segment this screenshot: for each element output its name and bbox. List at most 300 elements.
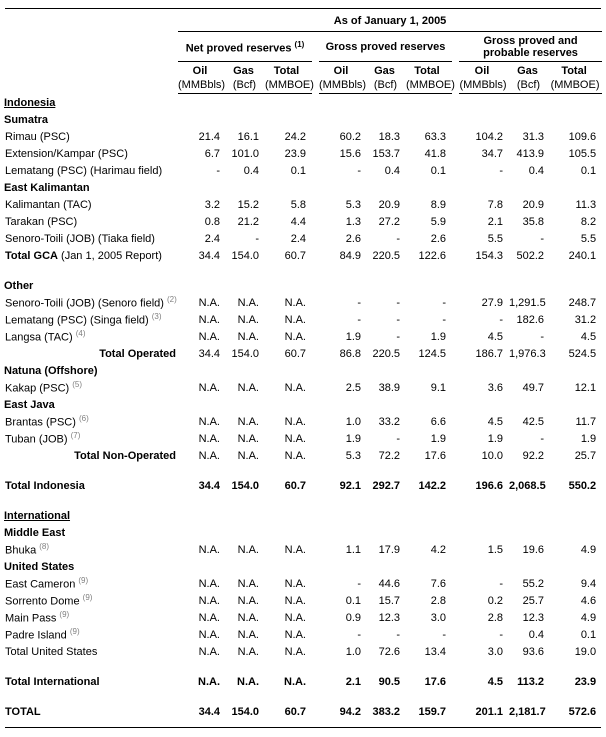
unit-gas: (Bcf) [367, 77, 406, 94]
footnote-ref: (2) [167, 295, 177, 305]
value-cell: N.A. [284, 296, 306, 309]
value-cell: 2.5 [345, 381, 361, 394]
value-cell: N.A. [198, 381, 220, 394]
title-row [4, 9, 602, 32]
value-cell: N.A. [198, 611, 220, 624]
row-label [4, 524, 602, 541]
value-cell: 60.7 [284, 479, 306, 492]
value-cell: N.A. [284, 449, 306, 462]
value-cell: N.A. [198, 675, 220, 688]
value-cell: 101.0 [231, 147, 259, 160]
row-label: Bhuka $^{(8)}$ [5, 542, 50, 557]
group-gap [312, 213, 319, 230]
value-cell: 0.1 [430, 164, 446, 177]
table-row [4, 464, 602, 477]
value-cell: 113.2 [517, 675, 544, 688]
table-row [4, 626, 602, 643]
table-row [4, 294, 602, 311]
value-cell: 292.7 [372, 479, 400, 492]
value-cell: - [499, 628, 503, 641]
value-cell: N.A. [284, 543, 306, 556]
value-cell: 34.4 [198, 347, 220, 360]
table-row [4, 575, 602, 592]
value-cell: N.A. [284, 645, 306, 658]
value-cell: 0.4 [528, 164, 544, 177]
col-header-oil: Oil [333, 65, 349, 77]
value-cell: 1.9 [430, 330, 446, 343]
value-cell: 6.7 [204, 147, 220, 160]
value-cell: 1.5 [487, 543, 503, 556]
group-gap [312, 328, 319, 345]
spacer-row [4, 690, 602, 703]
group-gap [452, 62, 459, 77]
row-label-text: East Java [4, 398, 55, 411]
group-gap [312, 145, 319, 162]
row-label: Brantas (PSC) $^{(6)}$ [5, 414, 89, 429]
value-cell: 23.9 [574, 675, 597, 688]
table-row [4, 690, 602, 703]
row-label: TOTAL [5, 705, 41, 718]
col-header-total: Total [414, 65, 440, 77]
table-row [4, 277, 602, 294]
value-cell: 220.5 [372, 347, 400, 360]
group-gap [312, 162, 319, 179]
value-cell: 154.0 [231, 705, 259, 718]
group-gap [452, 196, 459, 213]
value-cell: 12.3 [522, 611, 544, 624]
value-cell: - [396, 628, 400, 641]
group-gap [312, 32, 319, 62]
table-row [4, 230, 602, 247]
value-cell: 2,068.5 [509, 479, 546, 492]
value-cell: 383.2 [372, 705, 400, 718]
table-row [4, 643, 602, 660]
row-label: Total International [5, 675, 100, 688]
value-cell: N.A. [237, 313, 259, 326]
spacer-row [4, 464, 602, 477]
row-label: Senoro-Toili (JOB) (Tiaka field) [5, 232, 155, 245]
value-cell: 572.6 [568, 705, 597, 718]
table-row [4, 396, 602, 413]
value-cell: 3.0 [487, 645, 503, 658]
row-label: Tuban (JOB) $^{(7)}$ [5, 431, 81, 446]
row-label: Langsa (TAC) $^{(4)}$ [5, 329, 86, 344]
value-cell: 5.5 [487, 232, 503, 245]
reserves-table-body [4, 94, 602, 720]
value-cell: N.A. [284, 415, 306, 428]
value-cell: N.A. [284, 432, 306, 445]
value-cell: 33.2 [378, 415, 400, 428]
value-cell: N.A. [237, 628, 259, 641]
row-label-text: International [4, 509, 71, 522]
value-cell: 27.2 [378, 215, 400, 228]
group-label: Gross proved reserves [325, 41, 446, 53]
group-gap [312, 128, 319, 145]
value-cell: 44.6 [378, 577, 400, 590]
value-cell: - [442, 313, 446, 326]
value-cell: 4.6 [580, 594, 597, 607]
value-cell: 60.7 [284, 249, 306, 262]
value-cell: 1,976.3 [509, 347, 546, 360]
value-cell: 7.8 [487, 198, 503, 211]
value-cell: 12.3 [378, 611, 400, 624]
title-row-empty [4, 9, 178, 32]
row-label [4, 277, 602, 294]
value-cell: N.A. [237, 381, 259, 394]
table-row [4, 447, 602, 464]
value-cell: 4.5 [487, 415, 503, 428]
value-cell: 1.0 [345, 415, 361, 428]
value-cell: N.A. [284, 628, 306, 641]
value-cell: 4.2 [430, 543, 446, 556]
value-cell: 15.2 [237, 198, 259, 211]
value-cell: 1.9 [345, 330, 361, 343]
footnote-ref-1: (1) [294, 40, 305, 50]
unit-oil: (MMBbls) [178, 77, 226, 94]
value-cell: 1.3 [345, 215, 361, 228]
value-cell: 550.2 [568, 479, 597, 492]
table-row [4, 430, 602, 447]
value-cell: 7.6 [430, 577, 446, 590]
value-cell: 2.4 [204, 232, 220, 245]
value-cell: 25.7 [574, 449, 597, 462]
value-cell: 92.1 [339, 479, 361, 492]
group-gap [452, 311, 459, 328]
value-cell: 31.3 [522, 130, 544, 143]
value-cell: N.A. [237, 449, 259, 462]
table-row [4, 609, 602, 626]
value-cell: 104.2 [475, 130, 503, 143]
value-cell: N.A. [198, 645, 220, 658]
value-cell: 17.6 [424, 449, 446, 462]
value-cell: - [357, 296, 361, 309]
value-cell: 2,181.7 [509, 705, 546, 718]
value-cell: 3.2 [204, 198, 220, 211]
value-cell: 0.1 [345, 594, 361, 607]
value-cell: 0.1 [290, 164, 306, 177]
value-cell: 55.2 [522, 577, 544, 590]
row-label [4, 362, 602, 379]
table-row [4, 673, 602, 690]
value-cell: 31.2 [574, 313, 597, 326]
table-row [4, 247, 602, 264]
value-cell: 42.5 [522, 415, 544, 428]
footnote-ref: (9) [69, 627, 80, 637]
value-cell: 153.7 [372, 147, 400, 160]
row-label: Total Non-Operated [74, 449, 176, 462]
value-cell: - [442, 296, 446, 309]
value-cell: - [396, 313, 400, 326]
value-cell: 19.0 [574, 645, 597, 658]
value-cell: 49.7 [522, 381, 544, 394]
value-cell: 27.9 [481, 296, 503, 309]
group-gap [312, 447, 319, 464]
unit-total: (MMBOE) [550, 77, 602, 94]
value-cell: 2.6 [345, 232, 361, 245]
value-cell: 16.1 [237, 130, 259, 143]
group-gap [312, 430, 319, 447]
group-gap [452, 609, 459, 626]
value-cell: 35.8 [522, 215, 544, 228]
value-cell: N.A. [237, 543, 259, 556]
value-cell: 122.6 [418, 249, 446, 262]
group-gap [312, 673, 319, 690]
value-cell: - [396, 432, 400, 445]
value-cell: 105.5 [568, 147, 597, 160]
row-label: Total United States [5, 645, 98, 658]
col-header-gas: Gas [374, 65, 395, 77]
row-label-text: Other [4, 279, 34, 292]
value-cell: N.A. [198, 543, 220, 556]
group-gap [452, 626, 459, 643]
value-cell: 8.9 [430, 198, 446, 211]
value-cell: N.A. [237, 645, 259, 658]
table-row [4, 345, 602, 362]
group-header-gross-probable [459, 32, 602, 62]
value-cell: - [396, 232, 400, 245]
table-row [4, 196, 602, 213]
value-cell: 2.1 [487, 215, 503, 228]
units-row-empty [4, 77, 178, 94]
value-cell: N.A. [198, 432, 220, 445]
value-cell: 34.4 [198, 249, 220, 262]
group-gap [452, 247, 459, 264]
table-row [4, 128, 602, 145]
value-cell: 20.9 [378, 198, 400, 211]
group-gap [312, 575, 319, 592]
value-cell: 109.6 [568, 130, 597, 143]
table-row [4, 362, 602, 379]
group-row-empty [4, 32, 178, 62]
group-gap [452, 413, 459, 430]
col-header-total: Total [273, 65, 300, 77]
units-row [4, 77, 602, 94]
value-cell: 1.9 [430, 432, 446, 445]
value-cell: 2.4 [290, 232, 306, 245]
value-cell: 182.6 [516, 313, 544, 326]
value-cell: 5.9 [430, 215, 446, 228]
value-cell: N.A. [237, 577, 259, 590]
group-gap [312, 62, 319, 77]
group-header-row [4, 32, 602, 62]
table-row [4, 311, 602, 328]
table-row [4, 264, 602, 277]
value-cell: 9.4 [580, 577, 597, 590]
value-cell: N.A. [198, 449, 220, 462]
value-cell: 0.4 [243, 164, 259, 177]
group-gap [452, 128, 459, 145]
row-label: Kalimantan (TAC) [5, 198, 92, 211]
group-gap [452, 230, 459, 247]
value-cell: 1.9 [580, 432, 597, 445]
value-cell: 86.8 [339, 347, 361, 360]
group-gap [452, 213, 459, 230]
value-cell: - [396, 330, 400, 343]
unit-oil: (MMBbls) [459, 77, 509, 94]
value-cell: 0.1 [580, 628, 597, 641]
value-cell: 3.6 [487, 381, 503, 394]
row-label [4, 558, 602, 575]
footnote-ref: (6) [78, 414, 89, 424]
row-label-text: Middle East [4, 526, 66, 539]
value-cell: 24.2 [284, 130, 306, 143]
value-cell: 196.6 [475, 479, 503, 492]
table-title: As of January 1, 2005 [178, 9, 602, 32]
value-cell: N.A. [237, 432, 259, 445]
value-cell: N.A. [237, 611, 259, 624]
value-cell: 159.7 [418, 705, 446, 718]
row-label: Lematang (PSC) (Harimau field) [5, 164, 163, 177]
group-gap [452, 32, 459, 62]
table-row [4, 162, 602, 179]
row-label: Total GCA (Jan 1, 2005 Report) [5, 249, 162, 262]
value-cell: 2.6 [430, 232, 446, 245]
value-cell: - [396, 296, 400, 309]
table-row [4, 379, 602, 396]
value-cell: 9.1 [430, 381, 446, 394]
value-cell: N.A. [284, 381, 306, 394]
value-cell: 3.0 [430, 611, 446, 624]
value-cell: - [540, 232, 544, 245]
row-label: Senoro-Toili (JOB) (Senoro field) $^{(2)}$ [5, 295, 177, 310]
row-label [4, 94, 602, 111]
table-row [4, 94, 602, 111]
group-gap [452, 592, 459, 609]
value-cell: 4.5 [487, 675, 503, 688]
row-label [4, 507, 602, 524]
table-row [4, 145, 602, 162]
table-row [4, 507, 602, 524]
spacer-row [4, 660, 602, 673]
row-label: Total Operated [99, 347, 176, 360]
row-label-text: Indonesia [4, 96, 56, 109]
row-label: Total Indonesia [5, 479, 85, 492]
table-row [4, 558, 602, 575]
value-cell: 0.1 [580, 164, 597, 177]
group-gap [452, 575, 459, 592]
group-gap [452, 430, 459, 447]
value-cell: N.A. [284, 675, 306, 688]
value-cell: - [499, 164, 503, 177]
group-gap [312, 379, 319, 396]
value-cell: 60.2 [339, 130, 361, 143]
value-cell: 60.7 [284, 347, 306, 360]
group-gap [452, 145, 459, 162]
value-cell: 8.2 [580, 215, 597, 228]
value-cell: 23.9 [284, 147, 306, 160]
row-label-text: East Kalimantan [4, 181, 90, 194]
group-gap [452, 643, 459, 660]
group-gap [452, 703, 459, 720]
value-cell: 4.5 [487, 330, 503, 343]
col-header-oil: Oil [474, 65, 490, 77]
row-label: Padre Island $^{(9)}$ [5, 627, 80, 642]
value-cell: 12.1 [574, 381, 597, 394]
value-cell: 72.6 [378, 645, 400, 658]
value-cell: N.A. [198, 577, 220, 590]
value-cell: N.A. [284, 577, 306, 590]
value-cell: 15.7 [378, 594, 400, 607]
value-cell: 5.8 [290, 198, 306, 211]
row-label: Sorrento Dome $^{(9)}$ [5, 593, 93, 608]
footnote-ref: (9) [59, 610, 70, 620]
value-cell: - [255, 232, 259, 245]
value-cell: 1.9 [345, 432, 361, 445]
group-gap [312, 413, 319, 430]
col-header-gas: Gas [233, 65, 254, 77]
group-gap [452, 673, 459, 690]
value-cell: 1.0 [345, 645, 361, 658]
row-label: Kakap (PSC) $^{(5)}$ [5, 380, 83, 395]
value-cell: 13.4 [424, 645, 446, 658]
value-cell: - [357, 577, 361, 590]
group-gap [312, 703, 319, 720]
value-cell: 92.2 [522, 449, 544, 462]
value-cell: 21.2 [237, 215, 259, 228]
unit-total: (MMBOE) [406, 77, 452, 94]
value-cell: N.A. [284, 611, 306, 624]
value-cell: 25.7 [522, 594, 544, 607]
group-gap [312, 230, 319, 247]
reserves-table [4, 9, 602, 720]
group-gap [312, 541, 319, 558]
group-gap [452, 447, 459, 464]
value-cell: 2.1 [345, 675, 361, 688]
value-cell: - [357, 628, 361, 641]
value-cell: 240.1 [568, 249, 597, 262]
value-cell: 63.3 [424, 130, 446, 143]
group-gap [312, 345, 319, 362]
group-gap [452, 328, 459, 345]
value-cell: 34.7 [481, 147, 503, 160]
col-header-total: Total [561, 65, 587, 77]
value-cell: 17.9 [378, 543, 400, 556]
value-cell: 11.7 [575, 415, 597, 428]
value-cell: 72.2 [378, 449, 400, 462]
value-cell: - [357, 313, 361, 326]
value-cell: 41.8 [424, 147, 446, 160]
value-cell: 0.9 [345, 611, 361, 624]
value-cell: 4.9 [580, 611, 597, 624]
value-cell: 18.3 [378, 130, 400, 143]
value-cell: 2.8 [487, 611, 503, 624]
value-cell: 34.4 [198, 479, 220, 492]
value-cell: - [540, 330, 544, 343]
group-gap [312, 477, 319, 494]
value-cell: N.A. [198, 594, 220, 607]
unit-oil: (MMBbls) [319, 77, 367, 94]
value-cell: N.A. [284, 313, 306, 326]
value-cell: N.A. [198, 628, 220, 641]
value-cell: 4.9 [580, 543, 597, 556]
row-label: Lematang (PSC) (Singa field) $^{(3)}$ [5, 312, 162, 327]
group-gap [312, 311, 319, 328]
value-cell: 21.4 [198, 130, 220, 143]
group-gap [312, 196, 319, 213]
value-cell: N.A. [237, 594, 259, 607]
value-cell: 0.4 [528, 628, 544, 641]
value-cell: 11.3 [575, 198, 597, 211]
footnote-ref: (8) [39, 542, 50, 552]
value-cell: 502.2 [516, 249, 544, 262]
value-cell: 6.6 [430, 415, 446, 428]
row-label [4, 396, 602, 413]
value-cell: 90.5 [378, 675, 400, 688]
table-row [4, 494, 602, 507]
group-gap [452, 477, 459, 494]
value-cell: 15.6 [339, 147, 361, 160]
row-label-text: Sumatra [4, 113, 49, 126]
